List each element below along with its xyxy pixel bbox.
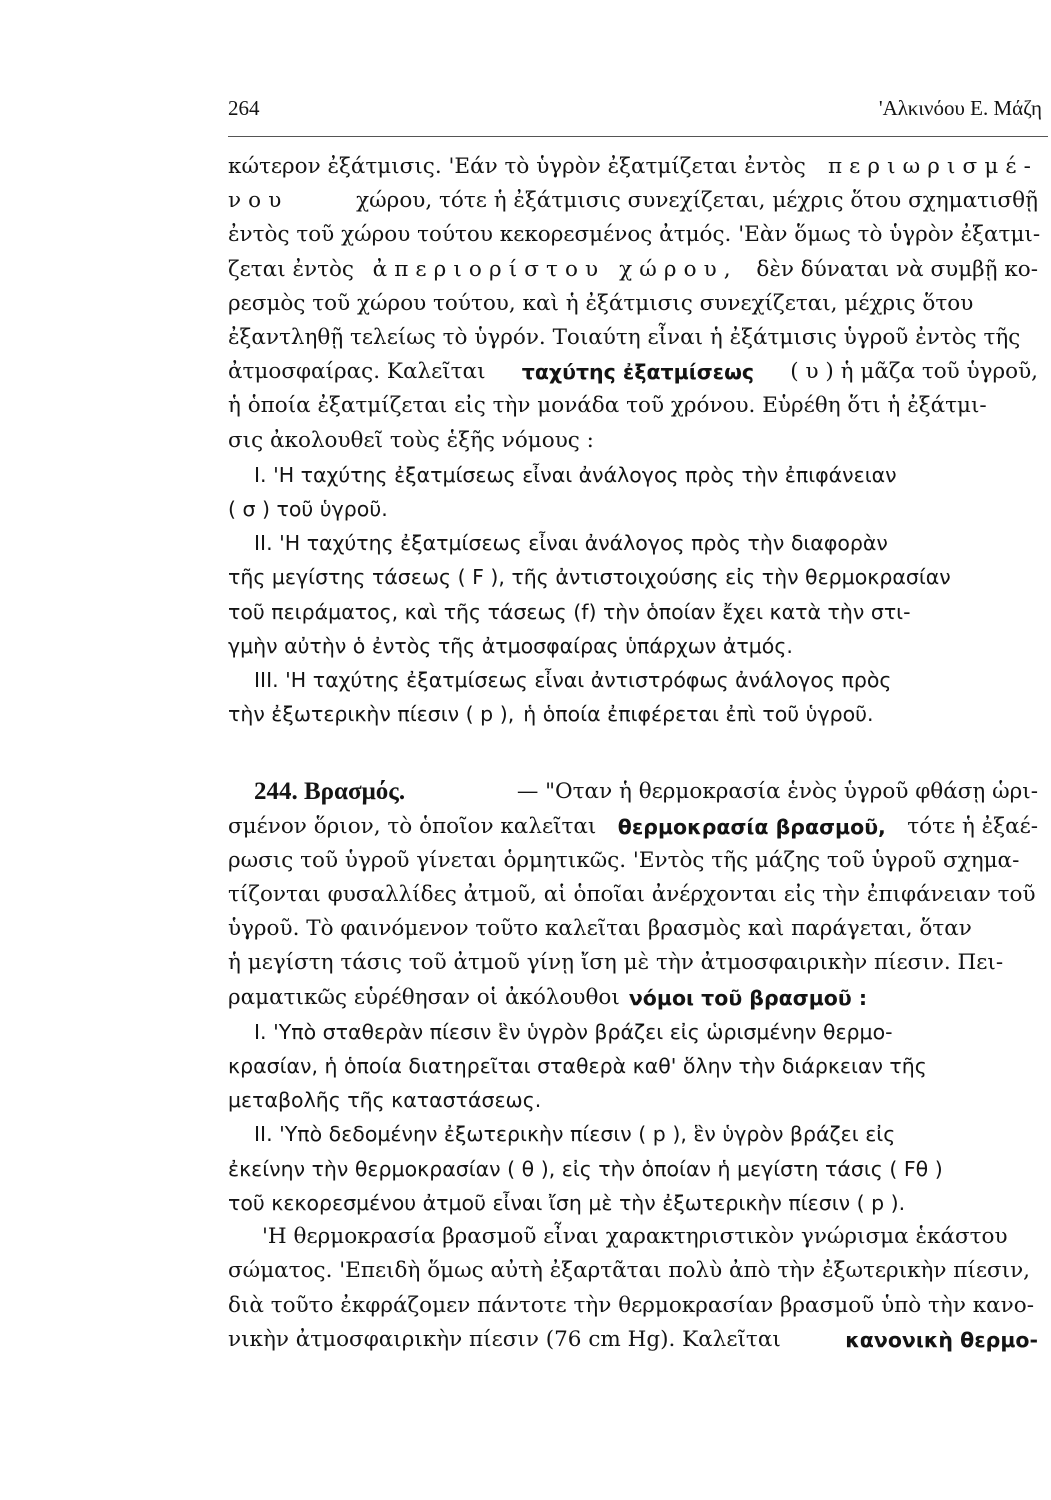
text-fragment: νικὴν ἀτμοσφαιρικὴν πίεσιν (76 cm Hg). Καλεῖται: [228, 1326, 781, 1352]
section-gap: [228, 731, 1038, 775]
text-fragment: ἡ ὁποία ἐξατμίζεται εἰς τὴν μονάδα τοῦ χρόνου. Εὑρέθη ὅτι ἡ ἐξάτμι-: [228, 393, 987, 419]
header-rule: [228, 136, 1048, 137]
text-fragment: ζεται ἐντὸς: [228, 256, 354, 282]
text-fragment: II. 'Η ταχύτης ἐξατμίσεως εἶναι ἀνάλογος πρὸς τὴν διαφορὰν: [254, 531, 888, 556]
text-fragment: ραματικῶς εὑρέθησαν οἱ ἀκόλουθοι: [228, 984, 620, 1010]
text-fragment: κρασίαν, ἡ ὁποία διατηρεῖται σταθερὰ καθ' ὅλην τὴν διάρκειαν τῆς: [228, 1054, 927, 1079]
text-fragment: τοῦ πειράματος, καὶ τῆς τάσεως (f) τὴν ὁποίαν ἔχει κατὰ τὴν στι-: [228, 599, 911, 624]
bold-term: κανονικὴ θερμο-: [845, 1327, 1038, 1352]
text-fragment: δὲν δύναται νὰ συμβῇ κο-: [756, 256, 1038, 282]
text-fragment: ἐξαντληθῇ τελείως τὸ ὑγρόν. Τοιαύτη εἶναι ἡ ἐξάτμισις ὑγροῦ ἐντὸς τῆς: [228, 325, 1021, 351]
text-fragment: III. 'Η ταχύτης ἐξατμίσεως εἶναι ἀντιστρόφως ἀνάλογος πρὸς: [254, 668, 892, 693]
law-line: [228, 1049, 1038, 1083]
body-text: [228, 150, 1041, 1357]
text-line: [228, 389, 1038, 423]
spaced-term: νου: [228, 188, 289, 214]
bold-term: νόμοι τοῦ βρασμοῦ :: [628, 985, 868, 1010]
text-fragment: τίζονται φυσαλλίδες ἀτμοῦ, αἱ ὁποῖαι ἀνέρχονται εἰς τὴν ἐπιφάνειαν τοῦ: [228, 882, 1036, 908]
text-fragment: ἡ ὁποία ἐπιφέρεται ἐπὶ τοῦ ὑγροῦ.: [523, 702, 874, 727]
text-line: [228, 1289, 1038, 1323]
text-fragment: γμὴν αὐτὴν ὁ ἐντὸς τῆς ἀτμοσφαίρας ὑπάρχων ἀτμός.: [228, 633, 793, 658]
law-line: [228, 1117, 1038, 1151]
text-fragment: — "Οταν ἡ θερμοκρασία ἑνὸς ὑγροῦ φθάσῃ ὡρι-: [516, 779, 1038, 805]
text-line: [228, 844, 1038, 878]
text-fragment: ὑγροῦ. Τὸ φαινόμενον τοῦτο καλεῖται βρασμὸς καὶ παράγεται, ὅταν: [228, 916, 972, 942]
text-line: [228, 1323, 1038, 1357]
text-fragment: τοῦ κεκορεσμένου ἀτμοῦ εἶναι ἴση μὲ τὴν ἐξωτερικὴν πίεσιν ( p ).: [228, 1190, 906, 1215]
page-header: [228, 96, 1048, 132]
spaced-term: ἀπεριορίστου χώρου,: [372, 256, 738, 282]
law-line: [228, 697, 1038, 731]
text-line: [228, 321, 1038, 355]
text-line: [228, 218, 1041, 252]
text-line: [228, 981, 1038, 1015]
law-line: [228, 1186, 1038, 1220]
law-line: [228, 492, 1038, 526]
text-line: [228, 775, 1038, 809]
law-line: [228, 1015, 1038, 1049]
text-line: [228, 424, 1038, 458]
section-heading: 244. Βρασμός.: [254, 778, 406, 806]
text-fragment: σις ἀκολουθεῖ τοὺς ἑξῆς νόμους :: [228, 427, 594, 453]
text-fragment: ἐκείνην τὴν θερμοκρασίαν ( θ ), εἰς τὴν ὁποίαν ἡ μεγίστη τάσις ( Fθ ): [228, 1156, 943, 1181]
text-line: [228, 912, 1038, 946]
text-fragment: I. 'Υπὸ σταθερὰν πίεσιν ἓν ὑγρὸν βράζει εἰς ὡρισμένην θερμο-: [254, 1019, 893, 1044]
bold-term: θερμοκρασία βρασμοῦ,: [617, 814, 886, 839]
text-fragment: σώματος. 'Επειδὴ ὅμως αὐτὴ ἐξαρτᾶται πολὺ ἀπὸ τὴν ἐξωτερικὴν πίεσιν,: [228, 1258, 1031, 1284]
page-number: 264: [228, 96, 260, 120]
text-fragment: ( σ ) τοῦ ὑγροῦ.: [228, 497, 388, 522]
law-line: [228, 458, 1038, 492]
law-line: [228, 1083, 1038, 1117]
text-fragment: ἡ μεγίστη τάσις τοῦ ἀτμοῦ γίνῃ ἴση μὲ τὴν ἀτμοσφαιρικὴν πίεσιν. Πει-: [228, 950, 1004, 976]
text-fragment: χώρου, τότε ἡ ἐξάτμισις συνεχίζεται, μέχρις ὅτου σχηματισθῇ: [356, 188, 1038, 214]
text-fragment: ἀτμοσφαίρας. Καλεῖται: [228, 359, 486, 385]
text-fragment: ρεσμὸς τοῦ χώρου τούτου, καὶ ἡ ἐξάτμισις συνεχίζεται, μέχρις ὅτου: [228, 290, 974, 316]
law-line: [228, 629, 1038, 663]
text-fragment: σμένον ὅριον, τὸ ὁποῖον καλεῖται: [228, 813, 597, 839]
text-line: [228, 1220, 1038, 1254]
text-line: [228, 1254, 1038, 1288]
text-line: [228, 355, 1038, 389]
text-fragment: 'Η θερμοκρασία βρασμοῦ εἶναι χαρακτηριστικὸν γνώρισμα ἑκάστου: [262, 1224, 1008, 1250]
text-line: [228, 287, 1038, 321]
text-fragment: τότε ἡ ἐξαέ-: [907, 813, 1038, 839]
bold-term: ταχύτης ἐξατμίσεως: [521, 360, 755, 385]
text-fragment: II. 'Υπὸ δεδομένην ἐξωτερικὴν πίεσιν ( p ), ἓν ὑγρὸν βράζει εἰς: [254, 1122, 896, 1147]
text-fragment: κώτερον ἐξάτμισις. 'Εάν τὸ ὑγρὸν ἐξατμίζεται ἐντὸς: [228, 154, 806, 179]
law-line: [228, 663, 1038, 697]
text-fragment: μεταβολῆς τῆς καταστάσεως.: [228, 1088, 542, 1113]
text-fragment: ( υ ) ἡ μᾶζα τοῦ ὑγροῦ,: [790, 359, 1038, 385]
law-line: [228, 595, 1038, 629]
text-fragment: τῆς μεγίστης τάσεως ( F ), τῆς ἀντιστοιχούσης εἰς τὴν θερμοκρασίαν: [228, 565, 951, 590]
spaced-term: περιωρισμέ-: [827, 154, 1038, 179]
text-line: [228, 150, 1038, 184]
law-line: [228, 560, 1038, 594]
law-line: [228, 1152, 1038, 1186]
text-fragment: I. 'Η ταχύτης ἐξατμίσεως εἶναι ἀνάλογος πρὸς τὴν ἐπιφάνειαν: [254, 462, 897, 487]
text-line: [228, 946, 1038, 980]
text-fragment: διὰ τοῦτο ἐκφράζομεν πάντοτε τὴν θερμοκρασίαν βρασμοῦ ὑπὸ τὴν κανο-: [228, 1292, 1034, 1318]
running-head: 'Αλκινόου Ε. Μάζη: [878, 96, 1042, 120]
text-line: [228, 184, 1038, 218]
text-line: [228, 253, 1038, 287]
text-line: [228, 878, 1038, 912]
text-fragment: ρωσις τοῦ ὑγροῦ γίνεται ὁρμητικῶς. 'Εντὸς τῆς μάζης τοῦ ὑγροῦ σχημα-: [228, 847, 1020, 873]
law-line: [228, 526, 1038, 560]
text-line: [228, 810, 1038, 844]
text-fragment: τὴν ἐξωτερικὴν πίεσιν ( p ),: [228, 702, 515, 727]
text-fragment: ἐντὸς τοῦ χώρου τούτου κεκορεσμένος ἀτμός. 'Εὰν ὅμως τὸ ὑγρὸν ἐξατμι-: [228, 222, 1041, 248]
